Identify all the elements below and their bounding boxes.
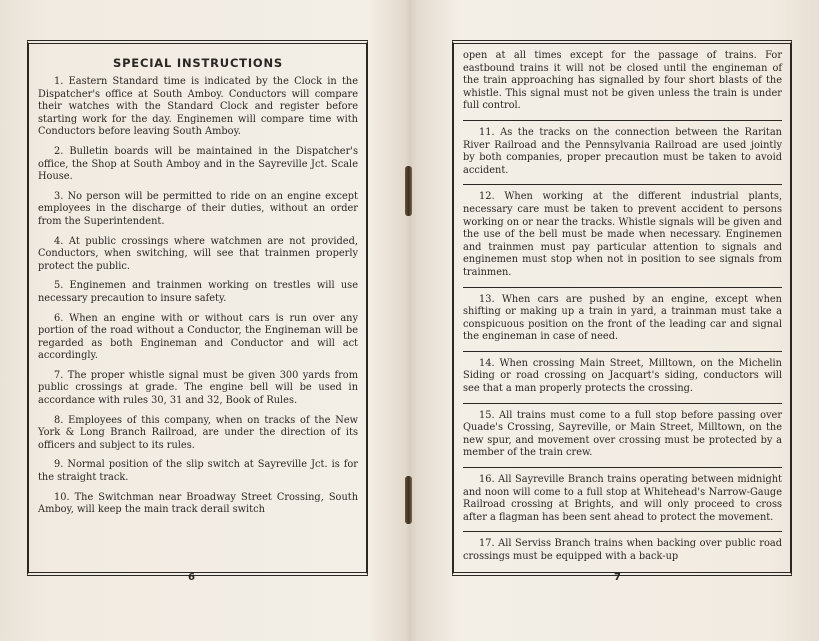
instruction-11: 11. As the tracks on the connection between the Raritan River Railroad and the Pennsylvania Railroad are used jointly by both companies, proper precaution must be taken to avoid accident.: [463, 126, 782, 176]
divider: [463, 184, 782, 185]
page-title: SPECIAL INSTRUCTIONS: [113, 56, 283, 70]
instruction-15: 15. All trains must come to a full stop before passing over Quade's Crossing, Sayreville, or Main Street, Milltown, on the new spur, and movement over crossing must be protected by a member of the train crew.: [463, 409, 782, 459]
instruction-9: 9. Normal position of the slip switch at Sayreville Jct. is for the straight track.: [38, 459, 358, 484]
instruction-1: 1. Eastern Standard time is indicated by the Clock in the Dispatcher's office at South Amboy. Conductors will compare their watches with the Standard Clock and register before starting work for the day. Enginemen will compare time with Conductors before leaving South Amboy.: [38, 76, 358, 138]
instruction-6: 6. When an engine with or without cars is run over any portion of the road without a Conductor, the Engineman will be regarded as both Engineman and Conductor and will act accordingly.: [38, 312, 358, 362]
instruction-12: 12. When working at the different industrial plants, necessary care must be taken to prevent accident to persons working on or near the tracks. Whistle signals will be given and the use of the bell must be made when necessary. Enginemen and trainmen must pay particular attention to signals and enginemen must stop when not in position to see signals from trainmen.: [463, 191, 782, 278]
divider: [463, 287, 782, 288]
right-page: [452, 40, 792, 576]
instruction-13: 13. When cars are pushed by an engine, except when shifting or making up a train in yard, a trainman must take a conspicuous position on the front of the leading car and signal the engineman in case of need.: [463, 293, 782, 343]
instruction-8: 8. Employees of this company, when on tracks of the New York & Long Branch Railroad, are under the direction of its officers and subject to its rules.: [38, 414, 358, 451]
divider: [463, 351, 782, 352]
binding-staple: [405, 166, 412, 216]
left-page: [27, 40, 368, 576]
divider: [463, 120, 782, 121]
instruction-3: 3. No person will be permitted to ride on an engine except employees in the discharge of their duties, without an order from the Superintendent.: [38, 190, 358, 227]
instruction-4: 4. At public crossings where watchmen are not provided, Conductors, when switching, will see that trainmen properly protect the public.: [38, 235, 358, 272]
instruction-16: 16. All Sayreville Branch trains operating between midnight and noon will come to a full stop at Whitehead's Narrow-Gauge Railroad crossing at Brights, and will only proceed to cross after a flagman has been sent ahead to protect the movement.: [463, 474, 782, 523]
divider: [463, 531, 782, 532]
instruction-14: 14. When crossing Main Street, Milltown, on the Michelin Siding or road crossing on Jacquart's siding, conductors will see that a man properly protects the crossing.: [463, 357, 782, 395]
page-number: 7: [614, 572, 621, 583]
divider: [463, 403, 782, 404]
binding-staple: [405, 476, 412, 524]
divider: [463, 467, 782, 468]
instruction-10-continued: open at all times except for the passage of trains. For eastbound trains it will not be closed until the engineman of the train approaching has signalled by four short blasts of the whistle. This signal must not be given unless the train is under full control.: [463, 50, 782, 112]
page-number: 6: [188, 572, 195, 583]
instruction-17: 17. All Serviss Branch trains when backing over public road crossings must be equipped with a back-up: [463, 538, 782, 562]
instruction-5: 5. Enginemen and trainmen working on trestles will use necessary precaution to insure safety.: [38, 280, 358, 304]
instruction-2: 2. Bulletin boards will be maintained in the Dispatcher's office, the Shop at South Amboy and in the Sayreville Jct. Scale House.: [38, 145, 358, 183]
instruction-10: 10. The Switchman near Broadway Street Crossing, South Amboy, will keep the main track derail switch: [38, 491, 358, 516]
instruction-7: 7. The proper whistle signal must be given 300 yards from public crossings at grade. The engine bell will be used in accordance with rules 30, 31 and 32, Book of Rules.: [38, 369, 358, 407]
